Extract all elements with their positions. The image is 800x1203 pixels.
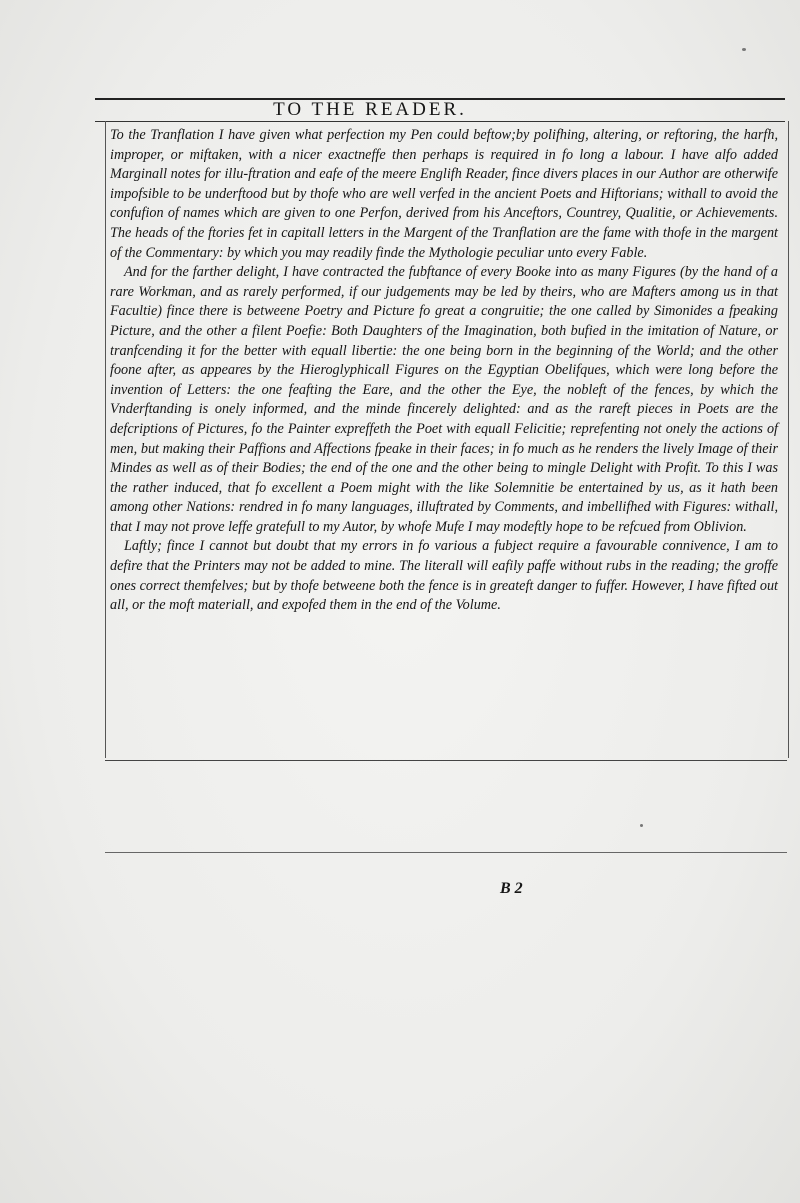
lower-rule [105,852,787,853]
preface-text [110,126,778,616]
ink-speck [742,48,746,51]
paragraph-figures: And for the farther delight, I have contracted the fubftance of every Booke into as many Figures (by the hand of a rare Workman, and as rarely performed, if our judgements may be led by theirs, who are Mafters among us in that Facultie) fince there is betweene Poetry and Picture fo great a congruitie; the one called by Simonides a fpeaking Picture, and the other a filent Poefie: Both Daughters of the Imagination, both bufied in the imitation of Nature, or tranfcending it for the better with equall libertie: the one being born in the beginning of the World; and the other foone after, as appeares by the Hieroglyphicall Figures on the Egyptian Obelifques, which were long before the invention of Letters: the one feafting the Eare, and the other the Eye, the nobleft of the fences, by which the Vnderftanding is onely informed, and the minde fincerely delighted: and as the rareft pieces in Poets are the defcriptions of Pictures, fo the Painter expreffeth the Poet with equall Felicitie; reprefenting not onely the actions of men, but making their Paffions and Affections fpeake in their faces; in fo much as he renders the lively Image of their Mindes as well as of their Bodies; the end of the one and the other being to mingle Delight with Profit. To this I was the rather induced, that fo excellent a Poem might with the like Solemnitie be entertained by us, as it hath been among other Nations: rendred in fo many languages, illuftrated by Comments, and imbellifhed with Figures: withall, that I may not prove leffe gratefull to my Autor, by whofe Mufe I may modeftly hope to be refcued from Oblivion. [110,264,778,535]
text-frame-bottom-rule [105,760,787,761]
page-heading [95,98,785,121]
paragraph-translation: To the Tranflation I have given what perfection my Pen could beftow;by polifhing, altering, or reftoring, the harfh, improper, or miftaken, with a nicer exactneffe then perhaps is required in fo long a labour. I have alfo added Marginall notes for illu-ftration and eafe of the meere Englifh Reader, fince divers places in our Author are otherwife impofsible to be underftood but by thofe who are well verfed in the ancient Poets and Hiftorians; withall to avoid the confufion of names which are given to one Perfon, derived from his Anceftors, Countrey, Qualitie, or Achievements. The heads of the ftories fet in capitall letters in the Margent of the Tranflation are the fame with thofe in the margent of the Commentary: by which you may readily finde the Mythologie peculiar unto every Fable. [110,127,778,261]
signature-mark: B 2 [500,880,523,897]
paragraph-errata: Laftly; fince I cannot but doubt that my errors in fo various a fubject require a favourable connivence, I am to defire that the Printers may not be added to mine. The literall will eafily paffe without rubs in the reading; the groffe ones correct themfelves; but by thofe betweene both the fence is in greateft danger to fuffer. However, I have fifted out all, or the moft materiall, and expofed them in the end of the Volume. [110,538,778,614]
ink-speck [640,824,643,827]
page-heading-text: TO THE READER. [273,98,467,120]
